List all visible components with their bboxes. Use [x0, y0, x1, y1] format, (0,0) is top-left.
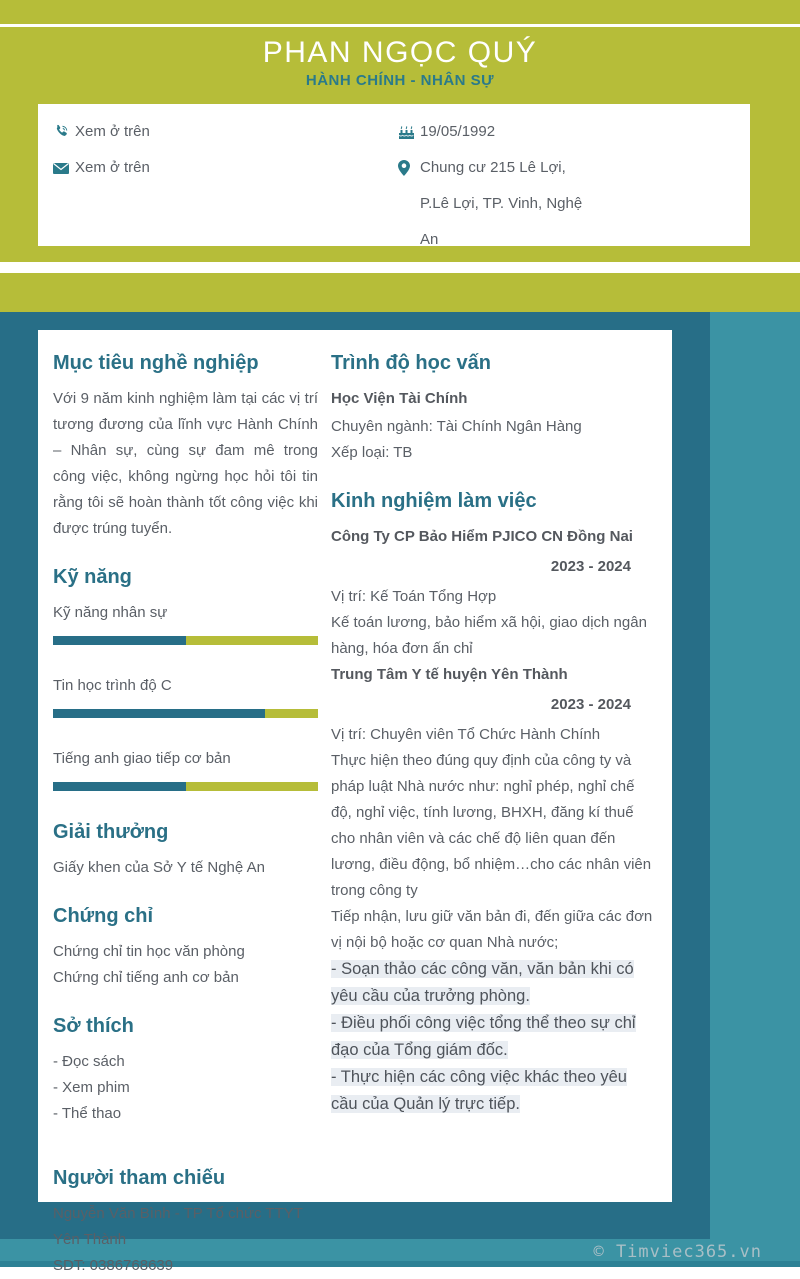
- email-icon: [53, 150, 75, 186]
- objective-text: Với 9 năm kinh nghiệm làm tại các vị trí tương đương của lĩnh vực Hành Chính – Nhân sự, cùng sự đam mê trong công việc, không ngừng học hỏi tôi tin rằng tôi sẽ hoàn thành tốt công việc khi được trúng tuyển.: [53, 390, 318, 537]
- section-references: [53, 1165, 318, 1279]
- cv-content-card: [38, 330, 672, 1274]
- hobby-item: - Thể thao: [53, 1105, 122, 1122]
- job-company: Trung Tâm Y tế huyện Yên Thành: [331, 666, 568, 683]
- skill-label: Tin học trình độ C: [53, 677, 172, 694]
- job-description: Kế toán lương, bảo hiểm xã hội, giao dịch ngân hàng, hóa đơn ấn chỉ: [331, 614, 647, 657]
- section-experience: [331, 488, 657, 1118]
- left-column: [53, 350, 318, 1274]
- education-heading: Trình độ học vấn: [331, 352, 492, 374]
- contact-phone-row: [53, 114, 398, 150]
- candidate-job-title: HÀNH CHÍNH - NHÂN SỰ: [305, 72, 495, 89]
- contact-card: [38, 104, 750, 246]
- job-period: 2023 - 2024: [550, 696, 631, 713]
- awards-heading: Giải thưởng: [53, 821, 169, 843]
- job-highlight: [331, 956, 657, 1010]
- candidate-name: PHAN NGỌC QUÝ: [262, 36, 538, 69]
- skill-bar-track: [53, 636, 318, 645]
- skill-bar-fill: [53, 636, 186, 645]
- skill-bar-fill: [53, 709, 265, 718]
- hobby-item: - Đọc sách: [53, 1053, 125, 1070]
- phone-icon: [53, 114, 75, 150]
- skill-item: [53, 600, 318, 645]
- reference-name: Nguyễn Văn Bình - TP Tổ chức TTYT Yên Thành: [53, 1205, 303, 1248]
- contact-birthday-value: 19/05/1992: [420, 123, 496, 140]
- section-certificates: [53, 903, 318, 991]
- site-watermark: © Timviec365.vn: [593, 1242, 762, 1262]
- skill-bar-track: [53, 782, 318, 791]
- job-highlight-text: - Soạn thảo các công văn, văn bản khi có yêu cầu của trưởng phòng.: [331, 960, 634, 1005]
- education-grade: Xếp loại: TB: [331, 444, 413, 461]
- job-highlight-text: - Thực hiện các công việc khác theo yêu cầu của Quản lý trực tiếp.: [331, 1068, 627, 1113]
- job-description: Thực hiện theo đúng quy định của công ty và pháp luật Nhà nước như: nghỉ phép, nghỉ chế độ, nghỉ việc, tính lương, BHXH, đăng kí thuế cho nhân viên và các chế độ liên quan đến lương, điều động, bổ nhiệm…cho các nhân viên trong công ty: [331, 752, 652, 899]
- job-description: Tiếp nhận, lưu giữ văn bản đi, đến giữa các đơn vị nội bộ hoặc cơ quan Nhà nước;: [331, 908, 653, 951]
- top-divider-line: [0, 24, 800, 27]
- certificates-heading: Chứng chỉ: [53, 905, 154, 927]
- job-entry: [331, 662, 657, 1118]
- references-heading: Người tham chiếu: [53, 1167, 226, 1189]
- contact-email-row: [53, 150, 398, 186]
- certificate-item: Chứng chỉ tiếng anh cơ bản: [53, 969, 239, 986]
- map-pin-icon: [398, 150, 420, 186]
- reference-phone: SDT: 0386768639: [53, 1257, 174, 1274]
- right-teal-strip: [710, 312, 800, 1267]
- contact-column-right: [398, 114, 750, 258]
- contact-phone-value: Xem ở trên: [75, 123, 150, 140]
- contact-address-row: [398, 150, 750, 258]
- job-position: Vị trí: Chuyên viên Tổ Chức Hành Chính: [331, 726, 601, 743]
- section-objective: [53, 350, 318, 542]
- skill-bar-track: [53, 709, 318, 718]
- certificate-item: Chứng chỉ tin học văn phòng: [53, 943, 245, 960]
- contact-email-value: Xem ở trên: [75, 159, 150, 176]
- skill-item: [53, 746, 318, 791]
- skill-item: [53, 673, 318, 718]
- job-entry: [331, 524, 657, 662]
- mid-divider-band: [0, 262, 800, 273]
- section-awards: [53, 819, 318, 881]
- skill-label: Kỹ năng nhân sự: [53, 604, 168, 621]
- job-highlight: [331, 1064, 657, 1118]
- job-highlight: [331, 1010, 657, 1064]
- job-highlight-text: - Điều phối công việc tổng thể theo sự chỉ đạo của Tổng giám đốc.: [331, 1014, 636, 1059]
- hobbies-heading: Sở thích: [53, 1015, 134, 1037]
- job-company: Công Ty CP Bảo Hiểm PJICO CN Đồng Nai: [331, 528, 633, 545]
- skills-heading: Kỹ năng: [53, 566, 132, 588]
- skill-label: Tiếng anh giao tiếp cơ bản: [53, 750, 231, 767]
- birthday-cake-icon: [398, 114, 420, 150]
- contact-grid: [53, 114, 750, 258]
- contact-column-left: [53, 114, 398, 258]
- skill-bar-fill: [53, 782, 186, 791]
- education-school: Học Viện Tài Chính: [331, 390, 468, 407]
- job-position: Vị trí: Kế Toán Tổng Hợp: [331, 588, 497, 605]
- contact-birthday-row: [398, 114, 750, 150]
- award-item: Giấy khen của Sở Y tế Nghệ An: [53, 859, 265, 876]
- right-column: [331, 350, 657, 1202]
- section-hobbies: [53, 1013, 318, 1127]
- experience-heading: Kinh nghiệm làm việc: [331, 490, 537, 512]
- section-education: [331, 350, 657, 466]
- education-major: Chuyên ngành: Tài Chính Ngân Hàng: [331, 418, 582, 435]
- job-period: 2023 - 2024: [550, 558, 631, 575]
- hobby-item: - Xem phim: [53, 1079, 130, 1096]
- section-skills: [53, 564, 318, 791]
- objective-heading: Mục tiêu nghề nghiệp: [53, 352, 259, 374]
- contact-address-value: Chung cư 215 Lê Lợi, P.Lê Lợi, TP. Vinh, Nghệ An: [420, 159, 583, 248]
